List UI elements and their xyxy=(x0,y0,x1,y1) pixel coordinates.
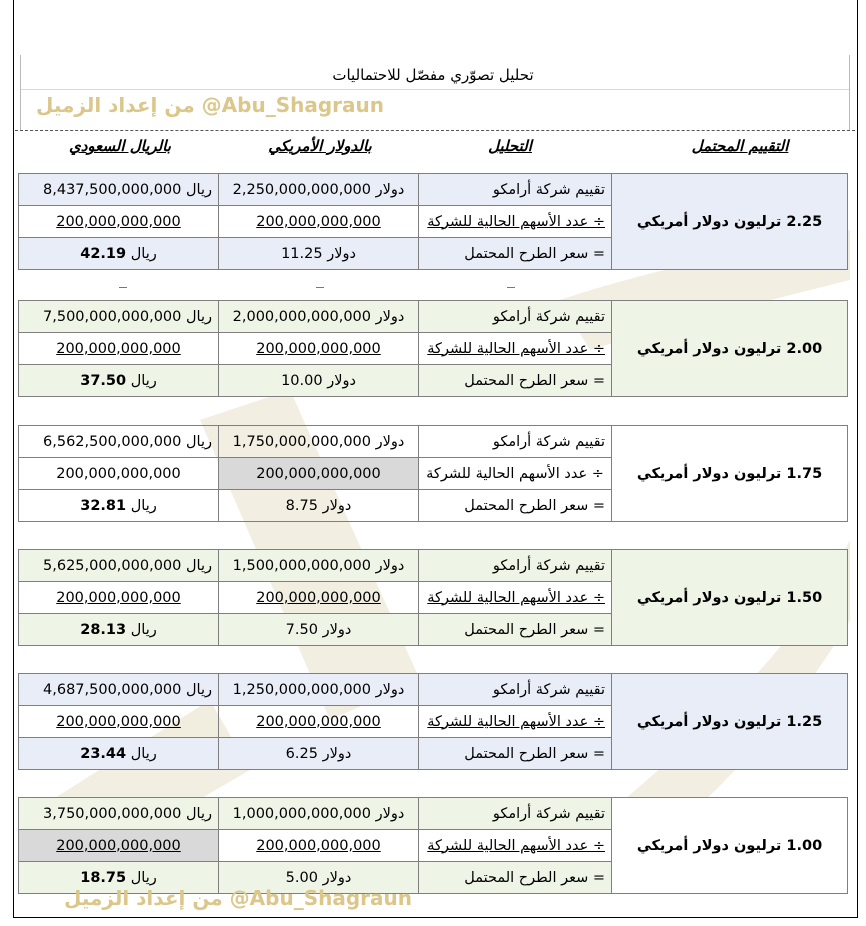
document-title: تحليل تصوّري مفصّل للاحتماليات xyxy=(332,66,534,84)
row-label: = سعر الطرح المحتمل xyxy=(419,614,612,646)
usd-offer-price: 5.00 دولار xyxy=(219,862,419,894)
usd-valuation: 1,250,000,000,000 دولار xyxy=(219,674,419,706)
sar-shares: 200,000,000,000 xyxy=(56,837,181,854)
usd-shares: 200,000,000,000 xyxy=(256,837,381,854)
row-label: تقييم شركة أرامكو xyxy=(419,674,612,706)
sar-offer-price: 28.13 xyxy=(80,621,127,638)
scenario-table xyxy=(18,300,848,397)
sar-shares: 200,000,000,000 xyxy=(56,213,181,230)
sar-unit: ريال xyxy=(130,497,157,514)
scenario-table xyxy=(18,173,848,270)
usd-offer-price: 7.50 دولار xyxy=(219,614,419,646)
sar-shares: 200,000,000,000 xyxy=(56,340,181,357)
valuation-scenario: 1.00 ترليون دولار أمريكي xyxy=(612,798,848,894)
sar-offer-price: 18.75 xyxy=(80,869,127,886)
usd-offer-price: 10.00 دولار xyxy=(219,365,419,397)
author-credit-bottom: من إعداد الزميل @Abu_Shagraun xyxy=(64,886,412,910)
separator-dash xyxy=(507,287,515,288)
usd-valuation: 2,000,000,000,000 دولار xyxy=(219,301,419,333)
usd-shares: 200,000,000,000 xyxy=(219,458,419,490)
row-label: تقييم شركة أرامكو xyxy=(419,798,612,830)
sar-unit: ريال xyxy=(130,869,157,886)
row-label: تقييم شركة أرامكو xyxy=(419,174,612,206)
usd-offer-price: 8.75 دولار xyxy=(219,490,419,522)
row-label: = سعر الطرح المحتمل xyxy=(419,862,612,894)
row-label: ÷ عدد الأسهم الحالية للشركة xyxy=(427,713,605,730)
sar-offer-price: 32.81 xyxy=(80,497,127,514)
sar-unit: ريال xyxy=(130,245,157,262)
row-label: = سعر الطرح المحتمل xyxy=(419,738,612,770)
row-label: تقييم شركة أرامكو xyxy=(419,550,612,582)
row-label: ÷ عدد الأسهم الحالية للشركة xyxy=(419,458,612,490)
sar-unit: ريال xyxy=(130,372,157,389)
sar-offer-price: 23.44 xyxy=(80,745,127,762)
row-label: = سعر الطرح المحتمل xyxy=(419,238,612,270)
row-label: = سعر الطرح المحتمل xyxy=(419,490,612,522)
sar-valuation: 8,437,500,000,000 ريال xyxy=(19,174,219,206)
valuation-scenario: 1.25 ترليون دولار أمريكي xyxy=(612,674,848,770)
valuation-scenario: 2.00 ترليون دولار أمريكي xyxy=(612,301,848,397)
header-usd: بالدولار الأمريكي xyxy=(268,137,372,155)
separator-dash xyxy=(316,287,324,288)
scenario-table xyxy=(18,425,848,522)
header-analysis: التحليل xyxy=(488,137,532,155)
usd-shares: 200,000,000,000 xyxy=(256,589,381,606)
row-label: ÷ عدد الأسهم الحالية للشركة xyxy=(427,340,605,357)
scenario-table xyxy=(18,549,848,646)
row-label: ÷ عدد الأسهم الحالية للشركة xyxy=(427,589,605,606)
usd-valuation: 1,500,000,000,000 دولار xyxy=(219,550,419,582)
sar-offer-price: 37.50 xyxy=(80,372,127,389)
usd-shares: 200,000,000,000 xyxy=(256,213,381,230)
row-label: تقييم شركة أرامكو xyxy=(419,301,612,333)
usd-offer-price: 11.25 دولار xyxy=(219,238,419,270)
usd-shares: 200,000,000,000 xyxy=(256,713,381,730)
sar-offer-price: 42.19 xyxy=(80,245,127,262)
sar-shares: 200,000,000,000 xyxy=(19,458,219,490)
usd-offer-price: 6.25 دولار xyxy=(219,738,419,770)
sar-valuation: 5,625,000,000,000 ريال xyxy=(19,550,219,582)
usd-valuation: 1,750,000,000,000 دولار xyxy=(219,426,419,458)
header-valuation: التقييم المحتمل xyxy=(691,137,789,155)
sar-unit: ريال xyxy=(130,745,157,762)
row-label: = سعر الطرح المحتمل xyxy=(419,365,612,397)
row-label: ÷ عدد الأسهم الحالية للشركة xyxy=(427,213,605,230)
sar-valuation: 3,750,000,000,000 ريال xyxy=(19,798,219,830)
row-label: تقييم شركة أرامكو xyxy=(419,426,612,458)
dashed-divider xyxy=(15,130,855,131)
row-label: ÷ عدد الأسهم الحالية للشركة xyxy=(427,837,605,854)
valuation-scenario: 1.75 ترليون دولار أمريكي xyxy=(612,426,848,522)
separator-dash xyxy=(119,287,127,288)
usd-valuation: 2,250,000,000,000 دولار xyxy=(219,174,419,206)
scenario-table xyxy=(18,797,848,894)
sar-shares: 200,000,000,000 xyxy=(56,713,181,730)
valuation-scenario: 2.25 ترليون دولار أمريكي xyxy=(612,174,848,270)
sar-valuation: 6,562,500,000,000 ريال xyxy=(19,426,219,458)
valuation-scenario: 1.50 ترليون دولار أمريكي xyxy=(612,550,848,646)
scenario-table xyxy=(18,673,848,770)
header-sar: بالريال السعودي xyxy=(69,137,171,155)
usd-valuation: 1,000,000,000,000 دولار xyxy=(219,798,419,830)
author-credit-top: من إعداد الزميل @Abu_Shagraun xyxy=(36,93,384,117)
usd-shares: 200,000,000,000 xyxy=(256,340,381,357)
sar-unit: ريال xyxy=(130,621,157,638)
sar-valuation: 4,687,500,000,000 ريال xyxy=(19,674,219,706)
sar-shares: 200,000,000,000 xyxy=(56,589,181,606)
sar-valuation: 7,500,000,000,000 ريال xyxy=(19,301,219,333)
